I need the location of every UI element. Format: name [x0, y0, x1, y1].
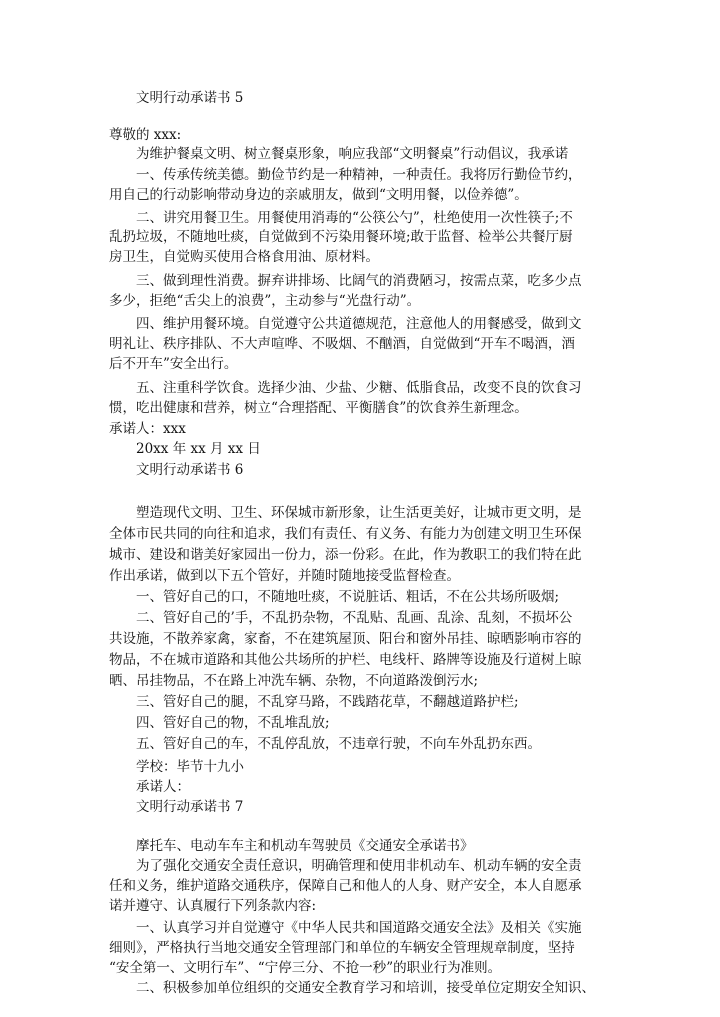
section-5-title: 文明行动承诺书 5 [136, 90, 244, 106]
paragraph-line: 为了强化交通安全责任意识，明确管理和使用非机动车、机动车辆的安全责 [136, 858, 582, 874]
paragraph-line: 二、积极参加单位组织的交通安全教育学习和培训，接受单位定期安全知识、 [136, 980, 595, 996]
paragraph-line: 多少，拒绝“舌尖上的浪费”，主动参与“光盘行动”。 [109, 293, 421, 309]
paragraph-line: 惯，吃出健康和营养，树立“合理搭配、平衡膳食”的饮食养生新理念。 [109, 400, 528, 416]
paragraph-line: 物品，不在城市道路和其他公共场所的护栏、电线杆、路牌等设施及行道树上晾 [109, 652, 582, 668]
paragraph-line: 细则》，严格执行当地交通安全管理部门和单位的车辆安全管理规章制度，坚持 [109, 940, 575, 956]
paragraph-line: 房卫生，自觉购买使用合格食用油、原材料。 [109, 249, 379, 265]
section-6-title: 文明行动承诺书 6 [136, 462, 244, 478]
paragraph-line: 明礼让、秩序排队、不大声喧哗、不吸烟、不酗酒，自觉做到“开车不喝酒，酒 [109, 336, 575, 352]
paragraph-line: 四、管好自己的物，不乱堆乱放; [136, 715, 330, 731]
paragraph-line: 五、管好自己的车，不乱停乱放，不违章行驶，不向车外乱扔东西。 [136, 736, 541, 752]
paragraph-line: 作出承诺，做到以下五个管好，并随时随地接受监督检查。 [109, 568, 460, 584]
paragraph-line: 为维护餐桌文明、树立餐桌形象，响应我部“文明餐桌”行动倡议，我承诺 [136, 146, 569, 162]
paragraph-line: 一、认真学习并自觉遵守《中华人民共和国道路交通安全法》及相关《实施 [136, 920, 582, 936]
section-5-date: 20xx 年 xx 月 xx 日 [136, 441, 261, 457]
paragraph-line: 摩托车、电动车车主和机动车驾驶员《交通安全承诺书》 [136, 838, 474, 854]
section-6-signer: 承诺人： [136, 779, 190, 795]
paragraph-line: 共设施，不散养家禽，家畜，不在建筑屋顶、阳台和窗外吊挂、晾晒影响市容的 [109, 631, 582, 647]
section-6-school: 学校：毕节十九小 [136, 759, 244, 775]
paragraph-line: 五、注重科学饮食。选择少油、少盐、少糖、低脂食品，改变不良的饮食习 [136, 380, 582, 396]
paragraph-line: 城市、建设和谐美好家园出一份力，添一份彩。在此，作为教职工的我们特在此 [109, 547, 582, 563]
paragraph-line: 晒、吊挂物品，不在路上冲洗车辆、杂物，不向道路泼倒污水; [109, 673, 479, 689]
paragraph-line: 用自己的行动影响带动身边的亲戚朋友，做到“文明用餐，以俭养德”。 [109, 187, 528, 203]
paragraph-line: 一、传承传统美德。勤俭节约是一种精神，一种责任。我将厉行勤俭节约， [136, 167, 582, 183]
paragraph-line: 一、管好自己的口，不随地吐痰，不说脏话、粗话，不在公共场所吸烟; [136, 589, 560, 605]
paragraph-line: 后不开车”安全出行。 [109, 356, 238, 372]
paragraph-line: 二、管好自己的’手，不乱扔杂物，不乱贴、乱画、乱涂、乱刻，不损坏公 [136, 610, 573, 626]
paragraph-line: 乱扔垃圾，不随地吐痰，自觉做到不污染用餐环境;敢于监督、检举公共餐厅厨 [109, 229, 573, 245]
paragraph-line: 全体市民共同的向往和追求，我们有责任、有义务、有能力为创建文明卫生环保 [109, 526, 582, 542]
paragraph-line: 诺并遵守、认真履行下列条款内容: [109, 898, 317, 914]
paragraph-line: 二、讲究用餐卫生。用餐使用消毒的“公筷公勺”，杜绝使用一次性筷子;不 [136, 210, 573, 226]
section-5-signer: 承诺人：xxx [109, 421, 186, 437]
paragraph-line: 三、做到理性消费。摒弃讲排场、比阔气的消费陋习，按需点菜，吃多少点 [136, 273, 582, 289]
section-5-salutation: 尊敬的 xxx: [109, 127, 182, 143]
paragraph-line: 四、维护用餐环境。自觉遵守公共道德规范，注意他人的用餐感受，做到文 [136, 316, 582, 332]
section-7-title: 文明行动承诺书 7 [136, 799, 244, 815]
paragraph-line: 任和义务，维护道路交通秩序，保障自己和他人的人身、财产安全，本人自愿承 [109, 878, 582, 894]
paragraph-line: 三、管好自己的腿，不乱穿马路，不践踏花草，不翻越道路护栏; [136, 694, 519, 710]
paragraph-line: “安全第一、文明行车”、“宁停三分、不抢一秒”的职业行为准则。 [109, 960, 502, 976]
paragraph-line: 塑造现代文明、卫生、环保城市新形象，让生活更美好，让城市更文明，是 [136, 505, 582, 521]
